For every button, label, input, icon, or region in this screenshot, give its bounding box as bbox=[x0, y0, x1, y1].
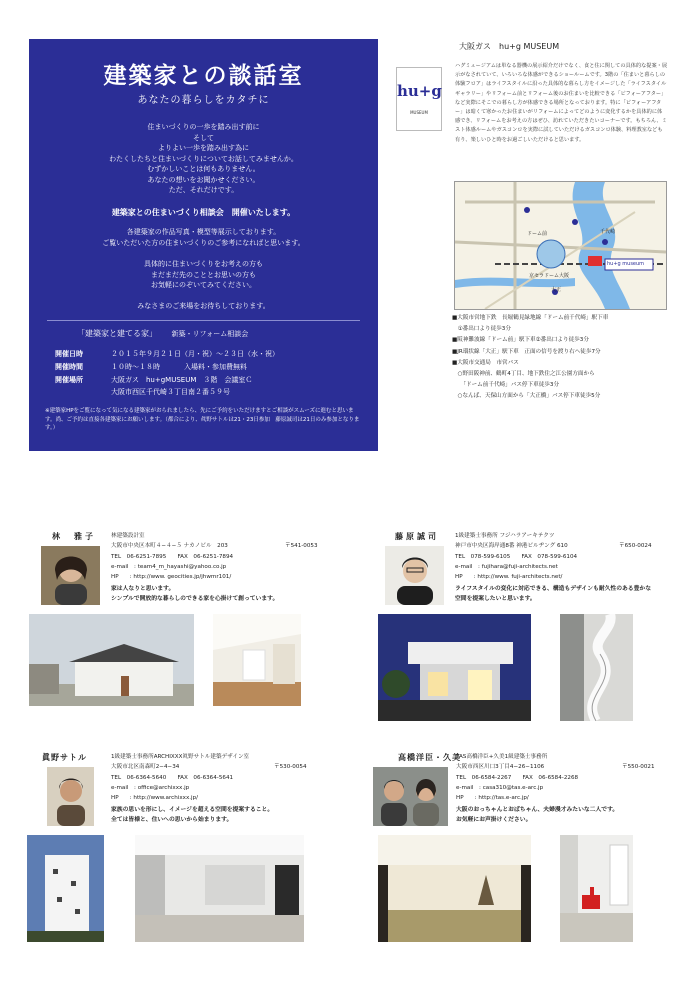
architect-name: 藤原誠司 bbox=[395, 532, 439, 541]
info-line: 1級建築士事務所ARCHIXXX眞野サトル建築デザイン室 bbox=[111, 754, 250, 760]
info-line: 大阪市北区南森町2−4−34 bbox=[111, 764, 180, 771]
museum-logo bbox=[396, 67, 442, 131]
access-line: ○なんば、天保山方面から「大正橋」バス停下車徒歩5分 bbox=[452, 393, 601, 400]
event-subtitle: 新築・リフォーム相談会 bbox=[171, 330, 249, 338]
event-panel bbox=[29, 39, 378, 451]
architect-photo bbox=[385, 546, 444, 605]
event-value: ２０１５年９月２１日（月・祝）～２３日（水・祝） bbox=[111, 350, 279, 358]
panel-closing: みなさまのご来場をお待ちしております。 bbox=[137, 302, 270, 310]
postal-code: 〒541-0053 bbox=[285, 543, 318, 549]
info-line: TEL 06-6364-5640 FAX 06-6364-5641 bbox=[111, 774, 234, 781]
map-label: ドーム前 bbox=[527, 231, 548, 237]
work-photo bbox=[135, 835, 304, 942]
info-line: HP : http://tas.e-arc.jp/ bbox=[456, 795, 529, 802]
event-date-row bbox=[55, 349, 279, 359]
access-line: 「ドーム前千代崎」バス停下車徒歩3分 bbox=[452, 382, 560, 389]
info-line: TEL 06-6251-7895 FAX 06-6251-7894 bbox=[111, 553, 234, 560]
work-photo bbox=[560, 835, 633, 942]
map-label: 千代崎 bbox=[600, 229, 616, 235]
logo-text: MUSEUM bbox=[410, 110, 428, 115]
logo-mark: hu+g bbox=[397, 82, 442, 100]
work-photo bbox=[378, 835, 531, 942]
info-line: e-mail : casa310@tas.e-arc.jp bbox=[456, 784, 544, 791]
panel-note: ※建築家HPをご覧になって気になる建築家がおられましたら、先にご予約をいただけますとご相談がスムーズに進むと思います。尚、ご予約は直接各建築家にお願いします。（都合により、眞野サトルは21・23日参加 藤原誠司は21日のみ参加となります。） bbox=[45, 408, 360, 431]
divider bbox=[47, 320, 360, 321]
panel-paragraph-exhibit bbox=[29, 227, 378, 248]
map-label: 大正 bbox=[551, 287, 562, 293]
museum-title: 大阪ガス hu+g MUSEUM bbox=[459, 42, 560, 51]
panel-heading: 建築家との住まいづくり相談会 開催いたします。 bbox=[111, 208, 296, 217]
paragraph-line: 具体的に住まいづくりをお考えの方も bbox=[144, 260, 263, 268]
postal-code: 〒550-0021 bbox=[622, 764, 655, 770]
map-label: hu+g museum bbox=[607, 261, 645, 267]
intro-line: むずかしいことは何もありません。 bbox=[147, 165, 260, 173]
access-info bbox=[452, 313, 608, 403]
architect-desc: シンプルで開放的な暮らしのできる家を心掛けて創っています。 bbox=[111, 596, 279, 603]
intro-line: そして bbox=[193, 133, 214, 142]
postal-code: 〒530-0054 bbox=[274, 764, 307, 770]
architect-name: 林 雅子 bbox=[52, 532, 96, 541]
info-line: TAS高橋洋臣+久美1級建築士事務所 bbox=[456, 754, 548, 760]
museum-description: ハグミュージアムは単なる器機の展示紹介だけでなく、食と住に関しての具体的な提案・展示がなされていて、いろいろな体感ができるショールームです。3階の「住まいと暮らしの体験フロア」はライフスタイルに沿った具体的な暮らし方をイメージした「ライフスタイルギャラリー」やリフォーム前とリフォーム後のお住まいを比較できる「ビフォーアフター」など実際にそこでの暮らし方が体感できる場所となっております。特に「ビフォーアフター」は暗くて寒かったお住まいがリフォームによってどのように変化するかを具体的に体感でき、リフォームをお考えの方はぜひ、訪れていただきたいコーナーです。もちろん、ミスト体感ルームやガスコンロを実際に試していただけるガスコンロ体験、料理教室なども有り、楽しいひと時をお過ごしいただけると思います。 bbox=[455, 63, 668, 143]
architect-desc: 全ては皆様と、住いへの思いから始まります。 bbox=[111, 817, 233, 824]
info-line: TEL 078-599-6105 FAX 078-599-6104 bbox=[455, 553, 578, 560]
architect-photo bbox=[41, 546, 100, 605]
event-value: 大阪市西区千代崎３丁目南２番５９号 bbox=[111, 388, 230, 396]
access-line: ■JR環状線「大正」駅下車 正面の信号を渡り右へ徒歩7分 bbox=[452, 348, 601, 355]
info-line: HP : http://www. fuji-architects.net/ bbox=[455, 574, 563, 581]
map-label: 京セラドーム大阪 bbox=[529, 273, 570, 279]
architect-desc: ライフスタイルの変化に対応できる、構造もデザインも耐久性のある豊かな bbox=[455, 586, 651, 593]
event-title bbox=[77, 328, 248, 339]
info-line: 大阪市中央区本町４−４−５ ナカノビル 203 bbox=[111, 543, 228, 550]
intro-line: 住まいづくりの一歩を踏み出す前に bbox=[147, 123, 260, 131]
access-line: ○野田阪神前、鶴町4丁目、地下鉄住之江公園方面から bbox=[452, 371, 595, 378]
info-line: 大阪市西区川口3丁目4−26−1106 bbox=[456, 764, 545, 771]
event-label: 開催場所 bbox=[55, 376, 83, 384]
work-photo bbox=[378, 614, 531, 721]
info-line: HP : http://www. geocities.jp/jhwmr101/ bbox=[111, 574, 232, 581]
info-line: 神戸市中央区海岸通8番 神港ビルヂング 610 bbox=[455, 543, 568, 550]
event-label: 開催時間 bbox=[55, 363, 83, 371]
panel-title: 建築家との談話室 bbox=[103, 63, 304, 89]
info-line: HP : http://www.archixxx.jp/ bbox=[111, 795, 199, 802]
info-line: 林建築設計室 bbox=[111, 533, 145, 539]
work-photo bbox=[560, 614, 633, 721]
event-title-text: 「建築家と建てる家」 bbox=[77, 329, 157, 338]
architect-desc: 大阪のおっちゃんとおばちゃん、夫婦漫才みたいな二人です。 bbox=[456, 807, 619, 814]
info-line: e-mail : fujihara@fuji-architects.net bbox=[455, 563, 558, 570]
architect-photo bbox=[47, 767, 94, 826]
info-line: 1級建築士事務所 フジハラアーキテクツ bbox=[455, 533, 555, 539]
access-line: ①番出口より徒歩3分 bbox=[452, 326, 511, 333]
access-line: ■阪神難波線「ドーム前」駅下車②番出口より徒歩3分 bbox=[452, 337, 589, 344]
access-map bbox=[454, 181, 667, 310]
work-photo bbox=[29, 614, 194, 706]
intro-line: あなたの想いをお聞かせください。 bbox=[147, 175, 260, 184]
info-line: e-mail : team4_m_hayashi@yahoo.co.jp bbox=[111, 563, 227, 570]
access-line: ■大阪市交通局 市営バス bbox=[452, 359, 519, 366]
paragraph-line: ご覧いただいた方の住まいづくりのご参考になればと思います。 bbox=[102, 238, 305, 247]
architect-desc: お気軽にお声掛けください。 bbox=[456, 817, 532, 824]
event-place-row bbox=[55, 375, 252, 385]
event-extra: 入場料・参加費無料 bbox=[184, 363, 247, 371]
postal-code: 〒650-0024 bbox=[619, 543, 652, 549]
intro-line: わたくしたちと住まいづくりについてお話してみませんか。 bbox=[109, 154, 298, 163]
intro-line: よりよい一歩を踏み出す為に bbox=[158, 144, 249, 152]
event-address-row bbox=[55, 387, 230, 397]
architect-info bbox=[111, 531, 311, 604]
event-label: 開催日時 bbox=[55, 350, 83, 358]
work-photo bbox=[27, 835, 104, 942]
info-line: TEL 06-6584-2267 FAX 06-6584-2268 bbox=[456, 774, 579, 781]
paragraph-line: 各建築家の作品写真・模型等展示しております。 bbox=[126, 228, 281, 236]
info-line: e-mail : office@archixxx.jp bbox=[111, 784, 190, 791]
architect-desc: 家は人なりと思います。 bbox=[111, 586, 175, 593]
panel-intro bbox=[29, 122, 378, 196]
event-value: 大阪ガス hu+gMUSEUM ３階 会議室Ｃ bbox=[111, 376, 253, 384]
panel-paragraph-invite bbox=[29, 259, 378, 291]
architect-name: 高橋洋臣・久美 bbox=[398, 753, 461, 762]
architect-desc: 空間を提案したいと思います。 bbox=[455, 596, 536, 603]
architect-desc: 家族の思いを形にし、イメージを超える空間を提案すること。 bbox=[111, 807, 274, 814]
paragraph-line: お気軽にのぞいてみてください。 bbox=[151, 281, 256, 289]
intro-line: ただ、それだけです。 bbox=[168, 186, 239, 194]
panel-subtitle: あなたの暮らしをカタチに bbox=[137, 95, 270, 106]
architect-photo bbox=[373, 767, 448, 826]
architect-name: 眞野サトル bbox=[42, 753, 87, 762]
event-value: １０時～１８時 bbox=[111, 363, 160, 371]
event-time-row bbox=[55, 362, 247, 372]
access-line: ■大阪市営地下鉄 長堀鶴見緑地線「ドーム前千代崎」駅下車 bbox=[452, 315, 609, 321]
work-photo bbox=[213, 614, 301, 706]
paragraph-line: まだまだ先のこととお思いの方も bbox=[151, 270, 256, 279]
